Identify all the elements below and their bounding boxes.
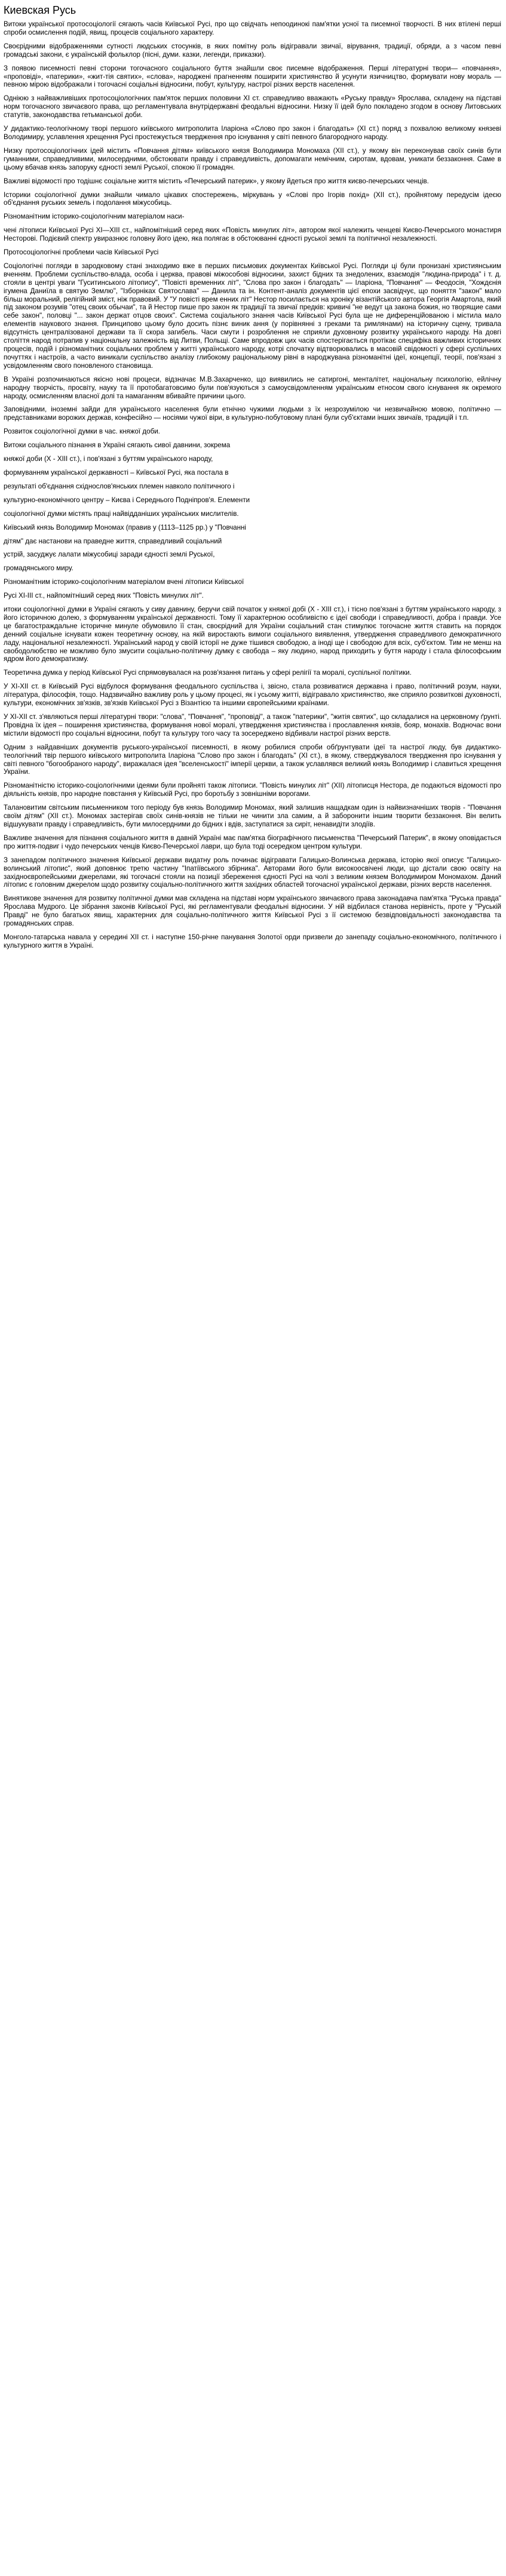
paragraph: У дидактико-теологічному творі першого київського митрополита Іларіона «Слово про закон і благодать» (XI ст.) поряд з похвалою великому князеві Володимиру, уславлення хрещення Русі простежується твердження про існування у світі певного благородного народу. xyxy=(4,125,501,141)
paragraph: княжої доби (Х - ХІІІ ст.), і пов'язані з буттям українського народу, xyxy=(4,455,213,463)
paragraph: громадянського миру. xyxy=(4,564,73,573)
paragraph: Винятикове значення для розвитку політичної думки мав складена на підставі норм українського звичаєвого права законадавча пам'ятка "Руська правда" Ярослава Мудрого. Це зібрання законів Київської Русі, які регламентували феодальні відносини. У ній відбилася станова нерівність, проте у "Руській Правді" не було багатьох явищ, характерних для соціально-політичного життя Київської Русі з її системою безвідповідальності законодавства та громадянських справ. xyxy=(4,894,501,928)
paragraph: Соціологічні погляди в зародковому стані знаходимо вже в перших письмових документах Київської Русі. Погляди ці були пронизані християнським вченням. Проблеми суспільство-влада, особа і церква, правові міжособові відносини, захист бідних та знедолених, взаємодія "людина-природа" і т. д. стояли в центрі уваги "Гуситинського літопису", "Повісті временних літ", "Слова про закон і благодать" — Іларіона, "Повчання" — Феодосія, "Хождєнія ігумена Даниїла в святую Землю", "Ізборніках Святослава" — Данила та ін. Контент-аналіз документів цієї епохи засвідчує, що поняття "закон" мало більш моральний, релігійний зміст, ніж правовий. У "У повісті врем енних літ" Нестор посилається на хроніку візантійського автора Георгія Амартола, який під законом розумів "отец своих обычаи", та й Нестор пише про закон як традиції та звичаї предків: кривичі "не ведут ца закона божия, но творящие сами себе закон", половці "... закон держат отцов своих". Система соціального знання часів Київської Русі була ще не диференційованою і містила мало елементів наукового знання. Принципово цьому було досить пізнє виник ання (у порівнянні з греками та римлянами) на історичну сцену, тривала відсутність централізованої держави та її скора загибель. Часи смути і розроблення не сприяли духовному розвитку українського народу. На довгі століття народ потрапив у національну залежність від Литви, Польщі. Саме впродовж цих часів спостерігається протікає специфіка важливих історичних процесів, подій і різноманітних соціальних проблем у житті українського народу, котрі спочатку відтворювались в масовій свідомості у сфері суспільних почуттях і настроїв, а часто виникали суспільство аналізу глибокому раціональному рівні в народжувана різноманітні ідеї, концепції, теорії, пов'язані з усвідомленням свого поновленого становища. xyxy=(4,262,501,370)
paragraph: В Україні розпочинаються якісно нові процеси, відзначає М.В.Захарченко, що виявились не сатиргоні, менталітет, національну психологію, ейлічну народну творчість, просвіту, науку та її протобагатовсимо були пов'язуються з самоусвідомленням українським етносом свого існування як окремого народу, осмисленням власної долі та намаганням вбивайте причини цього. xyxy=(4,375,501,400)
paragraph: Важливі відомості про тодішнє соціальне життя містить «Печерський патерик», у якому йдеться про життя києво-печерських ченців. xyxy=(4,177,429,185)
paragraph: Київський князь Володимир Мономах (правив у (1113–1125 рр.) у "Повчанні xyxy=(4,523,247,531)
section-heading: Розвиток соціологічної думки в час. княжої доби. xyxy=(4,428,160,436)
paragraph: Витоки соціального пізнання в Україні сягають сивої давнини, зокрема xyxy=(4,441,231,450)
paragraph: Монголо-татарська навала у середині ХІІ ст. і наступне 150-річне панування Золотої орди призвели до занепаду соціально-економічного, політичного і культурного життя в Україні. xyxy=(4,933,501,949)
section-heading: Протосоціологічні проблеми часів Київської Русі xyxy=(4,248,159,257)
paragraph: Одним з найдавніших документів руського-української писемності, в якому робилися спроби обґрунтувати ідеї та настрої люду, був дидактико-теологічний твір першого київського митрополита Іларіона "Слово про закон і благодать" (ХІ ст.), в якому, стверджувалося твердження про існування у світі певного "богообраного народу", виражалася ідея "вселенськості" імперії церкви, а також уславлявся великий князь Володимир і славиться хрещення України. xyxy=(4,743,501,776)
paragraph: итоки соціологічної думки в Україні сягають у сиву давнину, беручи свій початок у княжої добі (Х - ХІІІ ст.), і тісно пов'язані з буттям українського народу, з його історичною долею, з формуванням української державності. Тому її характерною особливістю є ідеї свободи і справедливості, добра і правди. Усе це багатостраждальне історичне минуле обумовило її стан, своєрідний для України соціальний стан стимулює тогочасне життя ставить на порядок денний соціальне існувати кожен теоретичну основу, на якій виростають вимоги соціального виявлення, утвердження справедливого демократичного ладу, національної незалежності. Український народ у своїй історії не дуже тішився свободою, а іноді ще і свободою для всіх, суб'єктом. Тим не менш на свободолюбство не можливо було змусити соціально-політичну думку є свобода – яку людино, народ приходить у буття народу і стала філософським ядром його демократизму. xyxy=(4,605,501,663)
paragraph: устрій, засуджує лалати міжусобиці заради єдності землі Руської, xyxy=(4,551,215,559)
paragraph: культурно-економічного центру – Києва і Середнього Подніпров'я. Елементи xyxy=(4,496,250,504)
paragraph: Різноманітним історико-соціологічним матеріалом наси- xyxy=(4,213,185,221)
paragraph: Низку протосоціологічних ідей містить «Повчання дітям» київського князя Володимира Мономаха (XII ст.), у якому він переконував своїх синів бути гуманними, справедливими, милосердними, обстоювати правду і справедливість, допомагати немічним, сиротам, вдовам, уникати беззаконня. Саме в цьому вбачав князь запоруку єдності землі Руської, спокою її громадян. xyxy=(4,146,501,171)
paragraph: З занепадом політичного значення Київської держави видатну роль починає відігравати Галицько-Волинська держава, історію якої описує "Галицько-волинський літопис", який доповнює третю частину "Іпатіївського збірника". Авторами його були високоосвічені люди, що дістали свою освіту на західноєвропейськими джерелами, які тогочасні стояли на позиції збереження єдності Русі на чолі з великим князем Володимиром Мономахом. Даний літопис є головним джерелом щодо розвитку соціально-політичного життя західних областей тогочасної української держави, різних верств населення. xyxy=(4,856,501,889)
paragraph: чені літописи Київської Русі XI—XIII ст., найпомітніший серед яких «Повість минулих літ», автором якої належить ченцеві Києво-Печерського монастиря Несторові. Подієвий спектр увиразнює головну його ідею, яка полягає в обстоюванні єдності руської землі та політичної незалежності. xyxy=(4,226,501,243)
paragraph: У ХІ-ХІІ ст. в Київській Русі відбулося формування феодального суспільства і, звісно, стала розвиватися державна і право, політичний розум, науки, література, філософія, тощо. Надзвичайно важливу роль у цьому процесі, як і усьому житті, відігравало християнство, яке сприяло розвиткові духовності, культури, економічних зв'язків, зв'язків Київської Русі з Візантією та іншими європейськими країнами. xyxy=(4,683,501,708)
paragraph: Різноманітним історико-соціологічним матеріалом вчені літописи Київської xyxy=(4,578,244,586)
paragraph: дітям" дає настанови на праведне життя, справедливий соціальний xyxy=(4,537,222,545)
paragraph: Русі ХІ-ІІІ ст., найпомітніший серед яких "Повість минулих літ". xyxy=(4,592,204,600)
paragraph: Витоки української протосоціології сягають часів Київської Русі, про що свідчать непоодинокі пам'ятки усної та писемної творчості. В них втілені перші спроби осмислення подій, явищ, процесів соціального характеру. xyxy=(4,20,501,36)
paragraph: соціологічної думки містять праці найвідданіших українських мислителів. xyxy=(4,509,239,518)
paragraph: Заповідними, іноземні зайди для українського населення були етнічно чужими людьми з їх незрозумілою чи незвичайною мовою, політично — представниками ворожих держав, конфесійно — носіями чужої віри, в культурно-побутовому плані були суб'єктами інших звичаїв, традицій і т.п. xyxy=(4,405,501,422)
document-body xyxy=(4,20,501,950)
paragraph: Талановитим світським письменником того періоду був князь Володимир Мономах, який залишив нащадкам один із найвизначніших творів - "Повчання своїм дітям" (ХІІ ст.). Мономах застерігав своїх синів-князів не тільки не чинити зла самим, а й заборонити іншим творити беззаконня. Він велить відшукувати правду і справедливість, бути милосердними до бідних і вдів, заступатися за сиріт, ненавидіти злодіїв. xyxy=(4,804,501,828)
paragraph: У ХІ-ХІІ ст. з'являються перші літературні твори: "слова", "Повчання", "проповіді", а також "патерики", "житія святих", що складалися на церковному ґрунті. Провідна їх ідея – поширення християнства, формування нової моралі, утвердження християнства і прославлення князів, бояр, монахів. Водночас вони містили відомості про соціальні відносини, побут та культуру того часу та зосереджено відбивали настрої різних верств. xyxy=(4,713,501,737)
paragraph: результаті об'єднання східнослов'янських племен навколо політичного і xyxy=(4,482,235,490)
paragraph: З появою писемності певні сторони тогочасного соціального буття знайшли своє писемне відображення. Перші літературні твори— «повчання», «проповіді», «патерики», «жит-тія святих», «слова», народжені прагненням поширити християнство й усунути язичництво, формувати нову мораль — певною мірою відображали і тогочасні соціальні відносини, побут, культуру, настрої різних верств населення. xyxy=(4,64,501,89)
paragraph: Різноманітністю історико-соціологічними ідеями були пройняті також літописи. "Повість минулих літ" (ХІІ) літописця Нестора, де подаються відомості про діяльність князів, про народне повстання у Київській Русі, про боротьбу з зовнішніми ворогами. xyxy=(4,782,501,798)
paragraph: Важливе значення для пізнання соціального життя в давній Україні має пам'ятка біографічного письменства "Печерський Патерик", в якому оповідається про життя-подвиг і чудо печерських ченців Києво-Печерської лаври, що була тоді осередком центром культури. xyxy=(4,834,501,850)
document xyxy=(0,4,506,950)
paragraph: Своєрідними відображеннями сутності людських стосунків, в яких помітну роль відігравали звичаї, вірування, традиції, обряди, а з часом певні громадські закони, є українській фольклор (пісні, думи. казки, легенди, приказки). xyxy=(4,42,501,59)
paragraph: Теоретична думка у період Київської Русі спрямовувалася на розв'язання питань у сфері релігії та моралі, суспільної політики. xyxy=(4,669,412,677)
paragraph: формуванням української державності – Київської Русі, яка постала в xyxy=(4,468,229,477)
paragraph: Одніюю з найважливіших протосоціологічних пам'яток перших половини XI ст. справедливо вважають «Руську правду» Ярослава, складену на підставі норм тогочасного звичаєвого права, що регламентувала внутрідержавні феодальні відносини. Низку її ідей було покладено згодом в основу Литовських статутів, законодавства гетьманської доби. xyxy=(4,94,501,119)
page-title: Киевская Русь xyxy=(4,4,76,16)
paragraph: Історики соціологічної думки знайшли чимало цікавих спостережень, міркувань у «Слові про Ігорів похід» (XII ст.), пройнятому передусім ідеєю об'єднання руських земель і подолання міжусобиць. xyxy=(4,190,501,207)
